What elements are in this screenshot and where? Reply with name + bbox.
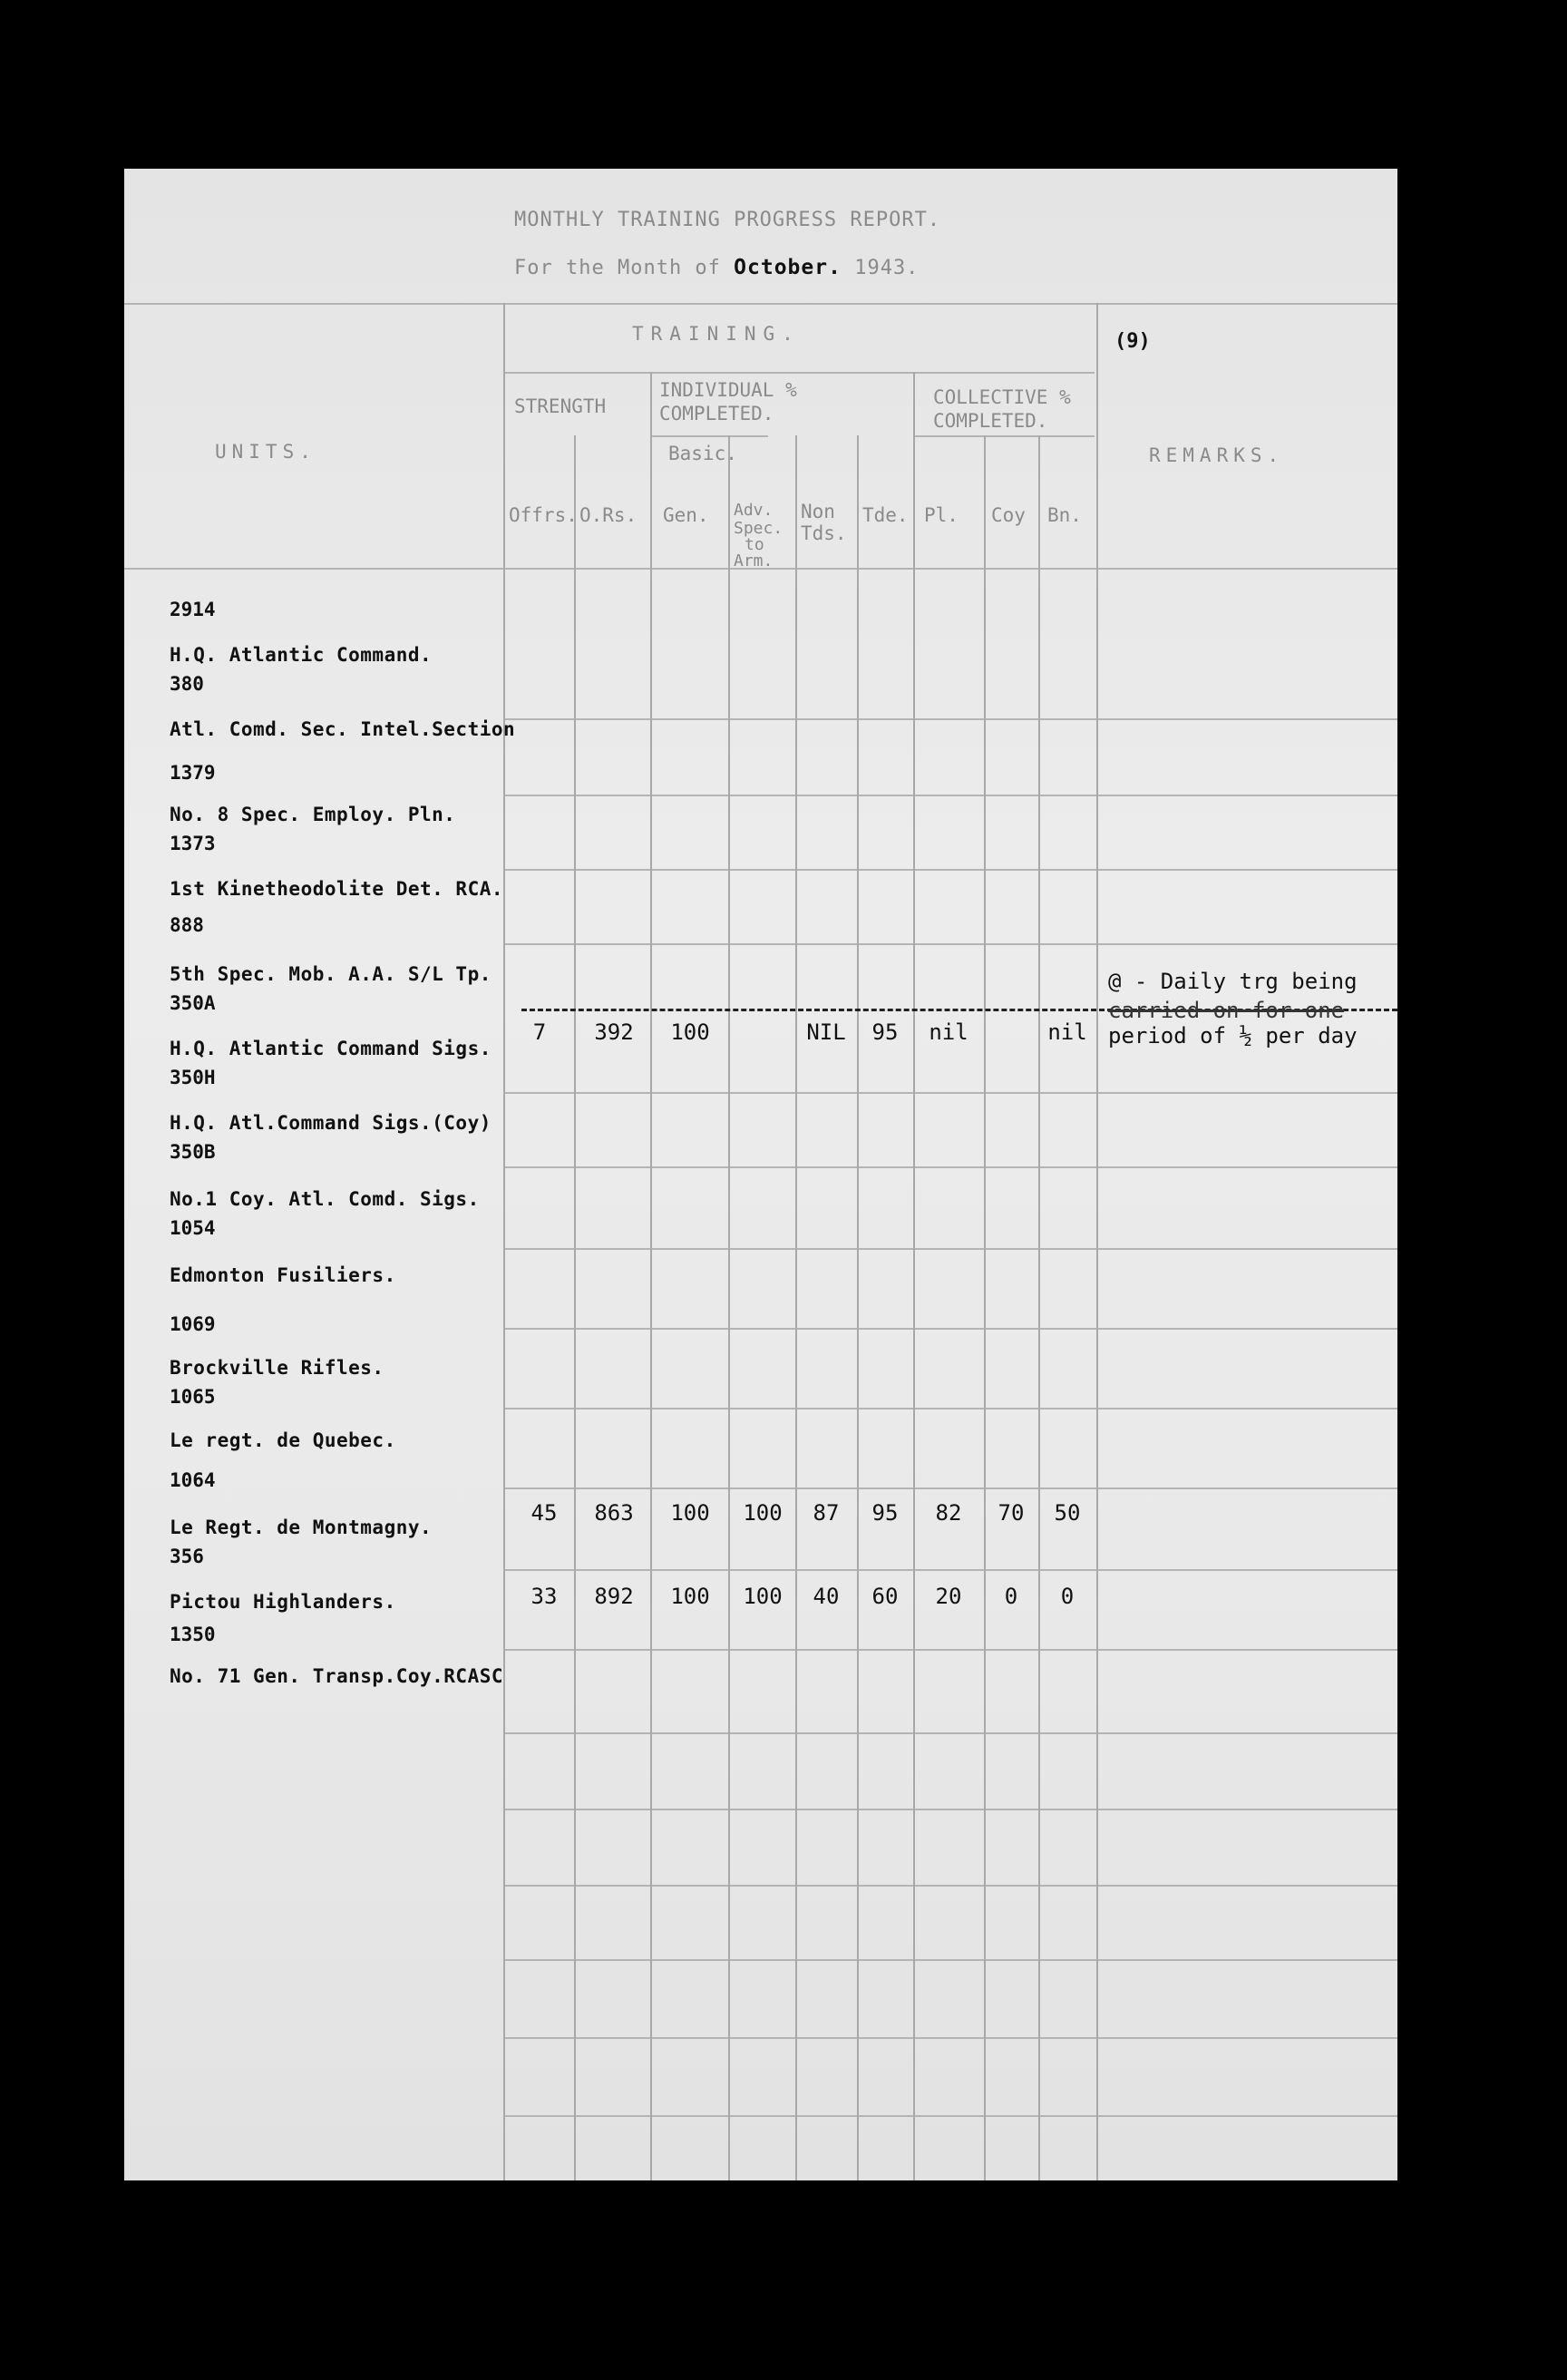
cell-tde: 95 <box>871 1500 899 1526</box>
grid-col-line <box>574 435 576 2180</box>
col-header-ors: O.Rs. <box>579 504 638 526</box>
grid-col-line <box>1038 435 1040 2180</box>
grid-line-top <box>124 303 1397 305</box>
cell-tde: 95 <box>871 1019 899 1045</box>
row-unit: No. 71 Gen. Transp.Coy.RCASC <box>170 1665 504 1687</box>
cell-pl: 20 <box>935 1584 962 1609</box>
row-code: 1373 <box>170 833 216 854</box>
grid-line <box>505 1649 1397 1651</box>
col-header-bn: Bn. <box>1047 504 1082 526</box>
col-header-collective-sub: COMPLETED. <box>933 410 1048 432</box>
cell-pl: nil <box>929 1019 968 1045</box>
col-header-basic: Basic. <box>668 443 737 464</box>
row-unit: Pictou Highlanders. <box>170 1591 396 1613</box>
grid-col-line <box>728 435 730 2180</box>
cell-bn: 0 <box>1060 1584 1075 1609</box>
col-header-collective: COLLECTIVE % <box>933 386 1071 408</box>
row-unit: Brockville Rifles. <box>170 1357 384 1379</box>
col-header-units: UNITS. <box>215 441 316 463</box>
col-header-adv-spec: Spec. <box>734 519 784 538</box>
row-code: 380 <box>170 673 204 695</box>
col-header-tde: Tde. <box>862 504 909 526</box>
report-month-line <box>514 256 919 279</box>
cell-ors: 863 <box>594 1500 634 1526</box>
col-header-pl: Pl. <box>924 504 959 526</box>
cell-coy: 0 <box>1004 1584 1018 1609</box>
grid-line <box>505 718 1397 720</box>
cell-pl: 82 <box>935 1500 962 1526</box>
cell-non: NIL <box>806 1019 846 1045</box>
cell-ors: 892 <box>594 1584 634 1609</box>
grid-col-line <box>1096 303 1098 2180</box>
col-header-training: TRAINING. <box>632 323 801 345</box>
grid-col-line <box>795 435 797 2180</box>
row-code: 1379 <box>170 762 216 784</box>
row-code: 350H <box>170 1067 216 1088</box>
grid-line <box>505 1248 1397 1250</box>
cell-non: 40 <box>813 1584 840 1609</box>
grid-line <box>505 943 1397 945</box>
row-unit: No. 8 Spec. Employ. Pln. <box>170 804 456 825</box>
remark-line-1: @ - Daily trg being <box>1108 969 1358 994</box>
row-code: 888 <box>170 914 204 936</box>
grid-line <box>505 2037 1397 2039</box>
grid-line-basic <box>650 435 768 437</box>
col-header-adv-to: to <box>745 535 764 554</box>
col-header-individual-sub: COMPLETED. <box>659 403 774 424</box>
row-unit: 5th Spec. Mob. A.A. S/L Tp. <box>170 963 492 985</box>
col-header-strength: STRENGTH <box>514 395 607 417</box>
grid-line <box>505 1488 1397 1489</box>
col-header-non-tds: Tds. <box>801 522 847 544</box>
col-header-individual: INDIVIDUAL % <box>659 379 797 401</box>
cell-non: 87 <box>813 1500 840 1526</box>
cell-bn: 50 <box>1054 1500 1081 1526</box>
month-prefix: For the Month of <box>514 257 721 279</box>
grid-line <box>505 1328 1397 1330</box>
grid-line <box>505 2115 1397 2117</box>
row-code: 1350 <box>170 1624 216 1645</box>
col-header-adv-arm: Arm. <box>734 551 774 571</box>
page-number: (9) <box>1114 330 1151 353</box>
cell-offrs: 7 <box>532 1019 547 1045</box>
grid-line <box>505 1732 1397 1734</box>
grid-col-line <box>857 435 859 2180</box>
row-code: 1065 <box>170 1386 216 1408</box>
cell-ors: 392 <box>594 1019 634 1045</box>
cell-gen: 100 <box>670 1019 710 1045</box>
grid-line <box>505 1809 1397 1810</box>
col-header-coy: Coy <box>991 504 1026 526</box>
col-header-gen: Gen. <box>663 504 709 526</box>
cell-offrs: 33 <box>530 1584 558 1609</box>
report-month: October. <box>734 256 842 279</box>
grid-line-training <box>505 372 1095 374</box>
grid-col-line <box>503 303 505 2180</box>
grid-line <box>505 1092 1397 1094</box>
row-code: 350B <box>170 1141 216 1163</box>
cell-tde: 60 <box>871 1584 899 1609</box>
report-year: 1943. <box>854 257 920 279</box>
remark-line-2: carried on for one <box>1108 998 1345 1023</box>
document-sheet <box>124 169 1397 2180</box>
cell-gen: 100 <box>670 1584 710 1609</box>
col-header-offrs: Offrs. <box>509 504 578 526</box>
row-unit: Edmonton Fusiliers. <box>170 1264 396 1286</box>
report-title: MONTHLY TRAINING PROGRESS REPORT. <box>514 209 941 231</box>
row-unit: Atl. Comd. Sec. Intel.Section <box>170 718 516 740</box>
cell-adv: 100 <box>743 1500 783 1526</box>
grid-line <box>505 1885 1397 1887</box>
cell-gen: 100 <box>670 1500 710 1526</box>
row-code: 350A <box>170 992 216 1014</box>
grid-col-line <box>650 372 652 2180</box>
remark-line-3: period of ½ per day <box>1108 1023 1358 1049</box>
grid-line <box>505 1569 1397 1571</box>
row-unit: Le Regt. de Montmagny. <box>170 1517 433 1538</box>
row-unit: Le regt. de Quebec. <box>170 1429 396 1451</box>
grid-line-collective <box>913 435 1095 437</box>
cell-bn: nil <box>1047 1019 1087 1045</box>
cell-coy: 70 <box>998 1500 1025 1526</box>
row-unit: H.Q. Atlantic Command. <box>170 644 433 666</box>
cell-adv: 100 <box>743 1584 783 1609</box>
row-code: 356 <box>170 1546 204 1567</box>
col-header-adv: Adv. <box>734 501 774 520</box>
col-header-remarks: REMARKS. <box>1149 444 1285 466</box>
row-code: 1069 <box>170 1313 216 1335</box>
grid-line <box>505 869 1397 871</box>
row-unit: No.1 Coy. Atl. Comd. Sigs. <box>170 1188 480 1210</box>
row-code: 2914 <box>170 599 216 620</box>
grid-col-line <box>984 435 986 2180</box>
row-unit: H.Q. Atlantic Command Sigs. <box>170 1038 492 1059</box>
grid-line <box>505 1166 1397 1168</box>
row-unit: H.Q. Atl.Command Sigs.(Coy) <box>170 1112 492 1134</box>
grid-col-line <box>913 372 915 2180</box>
grid-line <box>505 1959 1397 1961</box>
col-header-non: Non <box>801 501 835 522</box>
grid-line <box>505 795 1397 796</box>
row-code: 1064 <box>170 1469 216 1491</box>
row-unit: 1st Kinetheodolite Det. RCA. <box>170 878 504 900</box>
row-code: 1054 <box>170 1217 216 1239</box>
grid-line <box>505 1408 1397 1409</box>
cell-offrs: 45 <box>530 1500 558 1526</box>
